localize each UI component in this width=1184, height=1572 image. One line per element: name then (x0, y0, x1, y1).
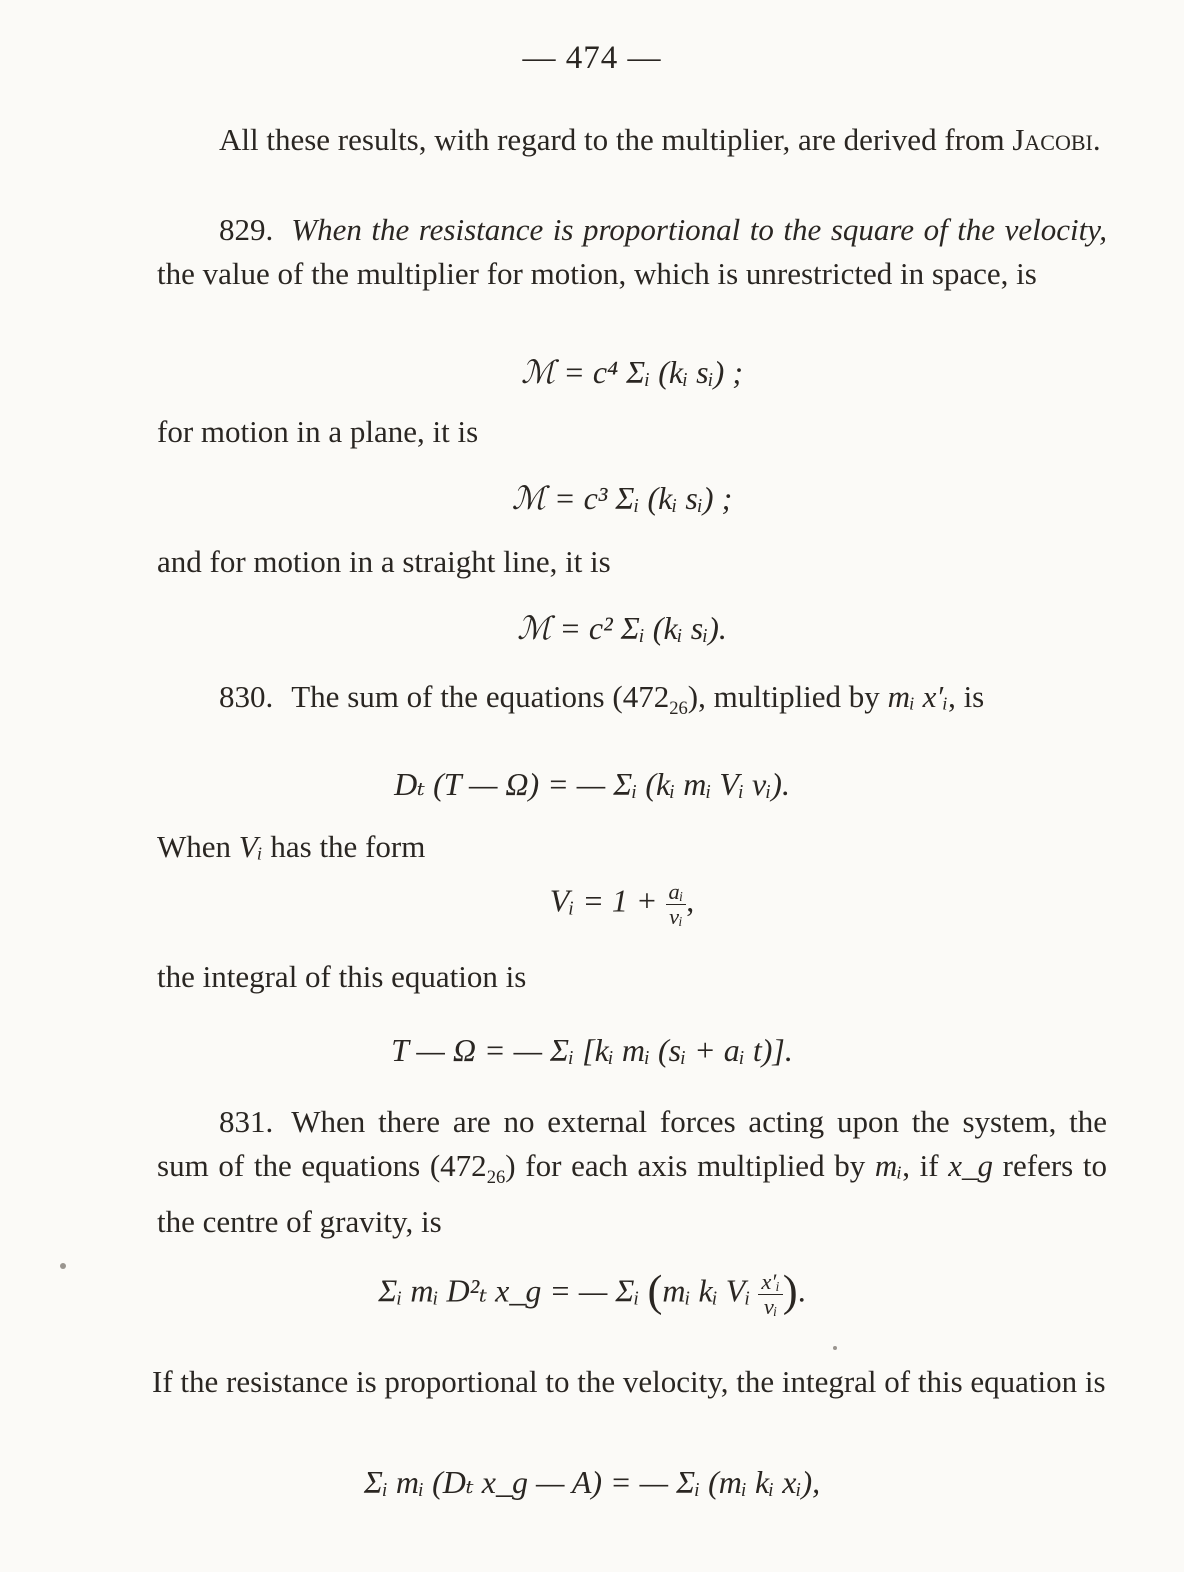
equation-resistance-integral: Σᵢ mᵢ (Dₜ x_g — A) = — Σᵢ (mᵢ kᵢ xᵢ), (363, 1464, 821, 1500)
equation-v-form (0, 880, 1184, 928)
paragraph-jacobi (157, 118, 1107, 162)
paragraph-text: When (157, 829, 239, 864)
paragraph-829 (157, 208, 1107, 296)
text-integral: the integral of this equation is (157, 959, 527, 994)
paragraph-text: The sum of the equations (472 (291, 679, 670, 714)
paragraph-831 (157, 1100, 1107, 1244)
equation-tail: , (686, 882, 695, 919)
equation-gravity (0, 1265, 1184, 1319)
paragraph-text: refers to the centre of gravity, is (157, 1148, 1107, 1240)
paragraph-text: , is (948, 679, 985, 714)
paragraph-text: ), multiplied by (687, 679, 888, 714)
numerator: aᵢ (666, 880, 687, 905)
equation-inner: mᵢ kᵢ Vᵢ (662, 1272, 751, 1309)
paragraph-text: the value of the multiplier for motion, which is unrestricted in space, is (157, 256, 1037, 291)
numerator: x′ᵢ (758, 1270, 782, 1295)
text-plane: for motion in a plane, it is (157, 414, 479, 449)
section-number: 830. (219, 679, 274, 714)
paragraph-text: has the form (262, 829, 426, 864)
paragraph-resistance: If the resistance is proportional to the velocity, the integral of this equation is (152, 1364, 1106, 1399)
text-straight-line: and for motion in a straight line, it is (157, 544, 611, 579)
period: . (1092, 122, 1101, 157)
paper-speck (833, 1346, 837, 1350)
paper-speck (60, 1263, 66, 1269)
denominator: vᵢ (669, 903, 683, 929)
fraction (758, 1270, 782, 1318)
text-when-v (157, 825, 1107, 869)
paragraph-text: All these results, with regard to the multiplier, are derived from (219, 122, 1013, 157)
equation-line: ℳ = c² Σᵢ (kᵢ sᵢ). (517, 610, 727, 646)
section-number: 831. (219, 1104, 274, 1139)
equation-space: ℳ = c⁴ Σᵢ (kᵢ sᵢ) ; (521, 354, 743, 390)
page-number: — 474 — (522, 40, 662, 76)
math-variable: mᵢ (874, 1148, 903, 1183)
paragraph-text: When there are no external forces acting upon the system, the sum of the equations (472 (157, 1104, 1107, 1183)
close-paren: ) (782, 1265, 798, 1316)
math-variable: x_g (948, 1148, 993, 1183)
math-variable: Vᵢ (238, 829, 263, 864)
equation-energy: Dₜ (T — Ω) = — Σᵢ (kᵢ mᵢ Vᵢ vᵢ). (394, 766, 790, 802)
equation-subscript: 26 (486, 1167, 506, 1189)
open-paren: ( (647, 1265, 663, 1316)
equation-left: Σᵢ mᵢ D²ₜ x_g = — Σᵢ (378, 1272, 640, 1309)
paragraph-text: , if (902, 1148, 949, 1183)
denominator: vᵢ (763, 1293, 778, 1319)
author-name: Jacobi (1012, 122, 1093, 157)
theorem-statement: When the resistance is proportional to the square of the velocity, (291, 212, 1107, 247)
fraction (666, 880, 687, 928)
equation-left: Vᵢ = 1 + (549, 882, 658, 919)
equation-tail: . (797, 1272, 806, 1309)
section-number: 829. (219, 212, 274, 247)
equation-plane: ℳ = c³ Σᵢ (kᵢ sᵢ) ; (511, 480, 733, 516)
paragraph-text: ) for each axis multiplied by (505, 1148, 875, 1183)
paragraph-830 (157, 675, 1107, 731)
equation-subscript: 26 (669, 698, 688, 720)
equation-integral: T — Ω = — Σᵢ [kᵢ mᵢ (sᵢ + aᵢ t)]. (391, 1032, 793, 1068)
math-variable: mᵢ x′ᵢ (887, 679, 949, 714)
